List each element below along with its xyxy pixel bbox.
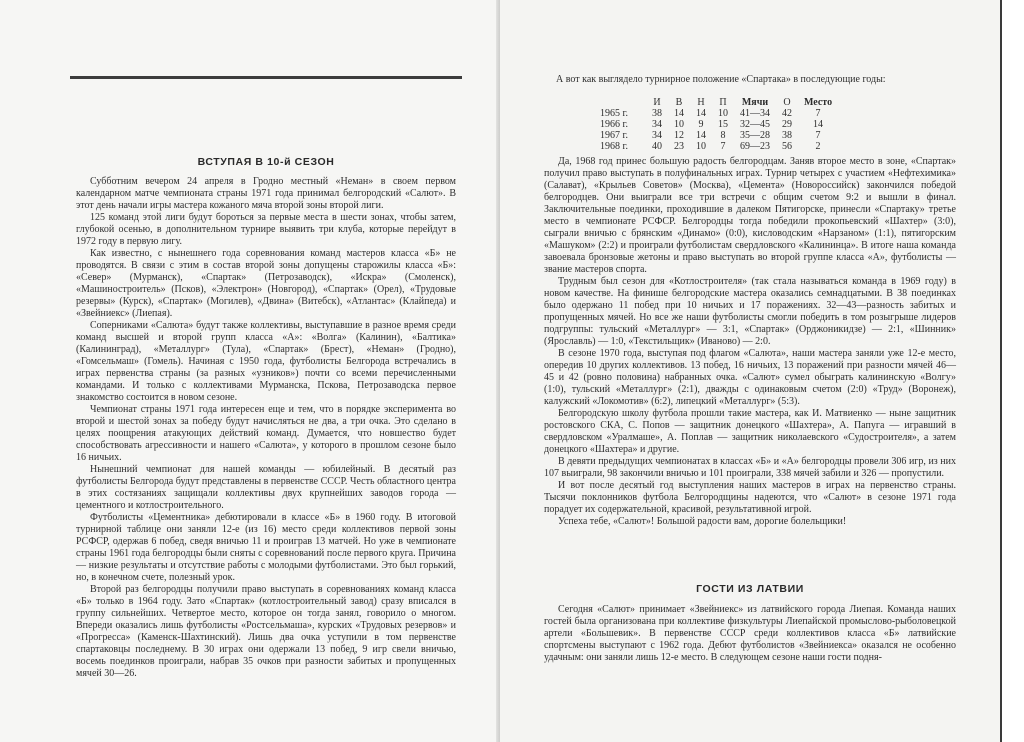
- paragraph: Чемпионат страны 1971 года интересен еще и тем, что в порядке эксперимента во второй и шестой зонах за победу будут начисляться не два, а три очка. Это сделано в целях поощрения атакующих действий команд. Думается, что новшество будет способствовать агрессивности и нашего «Салюта», у которого в прошлом сезоне было 16 ничьих.: [76, 404, 456, 463]
- table-cell: 9: [698, 119, 704, 130]
- table-cell: 42: [781, 108, 792, 119]
- paragraph: Трудным был сезон для «Котлостроителя» (так стала называться команда в 1969 году) в новом качестве. На финише белгородские мастера оказались семнадцатыми. В 38 поединках было одержано 11 побед при 10 ничьих и 17 поражениях. 32—43—разность забитых и пропущенных мячей. Но все же наши футболисты смогли победить в том розыгрыше лидеров подгруппы: тульский «Металлург» — 3:1, «Спартак» (Орджоникидзе) — 2:1, «Шинник» (Ярославль) — 1:0, «Текстильщик» (Иваново) — 2:0.: [544, 276, 956, 347]
- table-cell: 10: [717, 108, 728, 119]
- table-row: [600, 141, 838, 152]
- col-header-wins: В: [675, 97, 683, 108]
- intro-text: А вот как выглядело турнирное положение «Спартака» в последующие годы:: [556, 74, 886, 85]
- col-header-draws: Н: [697, 97, 705, 108]
- table-cell: 34: [651, 119, 662, 130]
- article-heading: ВСТУПАЯ В 10-й СЕЗОН: [197, 156, 335, 168]
- table-cell: 23: [673, 141, 684, 152]
- table-cell: 14: [813, 119, 824, 130]
- table-cell: 1966 г.: [600, 119, 628, 130]
- paragraph: В сезоне 1970 года, выступая под флагом «Салюта», наши мастера заняли уже 12-е место, опередив 10 других коллективов. 13 побед, 16 ничьих, 13 поражений при разности мячей 46—45 и 42 (ровно половина) набранных очка. «Салют» сумел обыграть калининскую «Волгу» (1:0), тульский «Металлург» (2:1), дважды с одинаковым счетом (2:0) «Труд» (Воронеж), калужский «Локомотив» (6:2), липецкий «Металлург» (5:3).: [544, 348, 956, 407]
- table-cell: 7: [815, 108, 821, 119]
- col-header-place: Место: [803, 97, 833, 108]
- table-cell: 2: [815, 141, 821, 152]
- table-cell: 14: [695, 130, 706, 141]
- paragraph: Нынешний чемпионат для нашей команды — юбилейный. В десятый раз футболисты Белгорода будут представлены в первенстве СССР. Честь областного центра в этих состязаниях защищали коллективы двух крупнейших заводов города — цементного и котлостроительного.: [76, 464, 456, 511]
- table-cell: 69—23: [739, 141, 770, 152]
- paragraph: Футболисты «Цементника» дебютировали в классе «Б» в 1960 году. В итоговой турнирной таблице они заняли 12-е (из 16) место среди коллективов первой зоны РСФСР, одержав 6 побед, сведя вничью 11 и проиграв 13 матчей. Но уже в чемпионате страны 1961 года белгородцы были сняты с соревнований после первого круга. Причина — низкие результаты и отсутствие работы с молодыми футболистами. Это был горький, но, в конечном счете, полезный урок.: [76, 512, 456, 583]
- table-cell: 56: [781, 141, 792, 152]
- col-header-year: [600, 97, 646, 108]
- table-cell: 15: [717, 119, 728, 130]
- paragraph: Второй раз белгородцы получили право выступать в соревнованиях команд класса «Б» только в 1964 году. Зато «Спартак» (котлостроительный завод) сразу вписался в группу сильнейших. Четвертое место, которое он тогда занял, говорило о многом. Впереди оказались лишь футболисты «Ростсельмаша», курских «Трудовых резервов» и «Прогресса» (Каменск-Шахтинский). Лишь два очка уступили в том первенстве спартаковцы последнему. В 30 играх они одержали 13 побед, 9 игр свели вничью, восемь поединков проиграли, набрав 35 очков при разности забитых и пропущенных мячей 30—26.: [76, 584, 456, 679]
- table-cell: 29: [781, 119, 792, 130]
- table-cell: 32—45: [739, 119, 770, 130]
- paragraph: Да, 1968 год принес большую радость белгородцам. Заняв второе место в зоне, «Спартак» получил право выступать в полуфинальных играх. Турнир четырех с участием «Нефтехимика» (Салават), «Крыльев Советов» (Москва), «Цемента» (Новороссийск) закончился победой белгородцев. Они выиграли все три встречи с общим счетом 9:2 и вышли в финал. Заключительные поединки, проходившие в далеком Пятигорске, принесли «Спартаку» третье место в чемпионате РСФСР. Белгородцы тогда победили прокопьевский «Шахтер» (3:0), сыграли вничью с брянским «Динамо» (0:0), кисловодским «Нарзаном» (1:1), пятигорским «Машуком» (2:2) и проиграли футболистам свердловского «Калининца». В итоге наша команда завоевала бронзовые жетоны и право выступать во второй группе класса «А», футболисты — звание мастеров спорта.: [544, 156, 956, 275]
- table-cell: 1965 г.: [600, 108, 628, 119]
- paragraph: И вот после десятый год выступления наших мастеров в играх на первенство страны. Тысячи поклонников футбола Белгородщины надеются, что «Салют» в сезоне 1971 года порадует их содержательной, красивой, результативной игрой.: [544, 480, 956, 515]
- table-cell: 14: [673, 108, 684, 119]
- table-header-row: [600, 97, 838, 108]
- paragraph: Успеха тебе, «Салют»! Большой радости вам, дорогие болельщики!: [558, 516, 847, 527]
- table-row: [600, 130, 838, 141]
- table-cell: 12: [673, 130, 684, 141]
- table-cell: 34: [651, 130, 662, 141]
- bleed-through-area: [70, 64, 462, 160]
- table-cell: 14: [695, 108, 706, 119]
- second-article-body: [544, 604, 956, 664]
- table-cell: 41—34: [739, 108, 770, 119]
- paragraph: В девяти предыдущих чемпионатах в классах «Б» и «А» белгородцы провели 306 игр, из них 107 выиграли, 98 закончили вничью и 101 проиграли, 338 мячей забили и 326 — пропустили.: [544, 456, 956, 479]
- col-header-games: И: [653, 97, 661, 108]
- left-page: [0, 0, 500, 742]
- table-cell: 35—28: [739, 130, 770, 141]
- standings-table: [600, 97, 838, 152]
- right-article-body: [544, 156, 956, 528]
- table-row: [600, 108, 838, 119]
- table-cell: 1968 г.: [600, 141, 628, 152]
- table-cell: 38: [781, 130, 792, 141]
- scan-margin: [1000, 0, 1024, 742]
- table-cell: 7: [815, 130, 821, 141]
- table-cell: 1967 г.: [600, 130, 628, 141]
- page-edge: [1000, 0, 1002, 742]
- table-cell: 40: [651, 141, 662, 152]
- col-header-goals: Мячи: [741, 97, 769, 108]
- paragraph: 125 команд этой лиги будут бороться за первые места в шести зонах, чтобы затем, глубокой осенью, в дополнительном турнире выявить три клуба, которые перейдут в 1972 году в первую лигу.: [76, 212, 456, 247]
- table-cell: 38: [651, 108, 662, 119]
- paragraph: Как известно, с нынешнего года соревнования команд мастеров класса «Б» не проводятся. В связи с этим в состав второй зоны допущены старожилы класса «Б»: «Север» (Мурманск), «Спартак» (Петрозаводск), «Искра» (Смоленск), «Машиностроитель» (Псков), «Электрон» (Новгород), «Спартак» (Орел), «Трудовые резервы» (Курск), «Спартак» (Могилев), «Двина» (Витебск), «Атлантас» (Клайпеда) и «Звейниекс» (Лиепая).: [76, 248, 456, 319]
- table-cell: 10: [695, 141, 706, 152]
- paragraph: Белгородскую школу футбола прошли такие мастера, как И. Матвиенко — ныне защитник ростовского СКА, С. Попов — защитник донецкого «Шахтера», А. Папуга — игравший в свердловском «Уралмаше», А. Поплав — защитник николаевского «Судостроителя», а затем донецкого «Шахтера» и другие.: [544, 408, 956, 455]
- table-cell: 10: [673, 119, 684, 130]
- table-cell: 7: [720, 141, 726, 152]
- standings-intro: [556, 74, 956, 86]
- top-rule: [70, 76, 462, 79]
- col-header-points: О: [783, 97, 791, 108]
- table-cell: 8: [720, 130, 726, 141]
- col-header-losses: П: [719, 97, 727, 108]
- paragraph: Субботним вечером 24 апреля в Гродно местный «Неман» в своем первом календарном матче чемпионата страны 1971 года принимал белгородский «Салют». В этот день начали игры мастера кожаного мяча второй зоны второй лиги.: [76, 176, 456, 211]
- table-row: [600, 119, 838, 130]
- paragraph: Соперниками «Салюта» будут также коллективы, выступавшие в разное время среди команд высшей и второй групп класса «А»: «Волга» (Калинин), «Балтика» (Калининград), «Металлург» (Тула), «Спартак» (Брест), «Неман» (Гродно), «Гомсельмаш» (Гомель). Начиная с 1950 года, футболисты Белгорода встречались в играх первенства страны (за разных «узников») почти со всеми перечисленными командами. И только с коллективами Мурманска, Пскова, Петрозаводска первое знакомство состоится в новом сезоне.: [76, 320, 456, 403]
- left-article-body: [76, 176, 456, 680]
- second-article-heading: ГОСТИ ИЗ ЛАТВИИ: [696, 583, 804, 595]
- paragraph: Сегодня «Салют» принимает «Звейниекс» из латвийского города Лиепая. Команда наших гостей была организована при коллективе физкультуры Лиепайской промыслово-рыболовецкой артели «Большевик». В первенстве СССР среди коллективов класса «Б» латвийские спортсмены выступают с 1962 года. Дебют футболистов «Звейниекса» оказался не особенно удачным: они заняли лишь 12-е место. В следующем сезоне наши гости подня-: [544, 604, 956, 663]
